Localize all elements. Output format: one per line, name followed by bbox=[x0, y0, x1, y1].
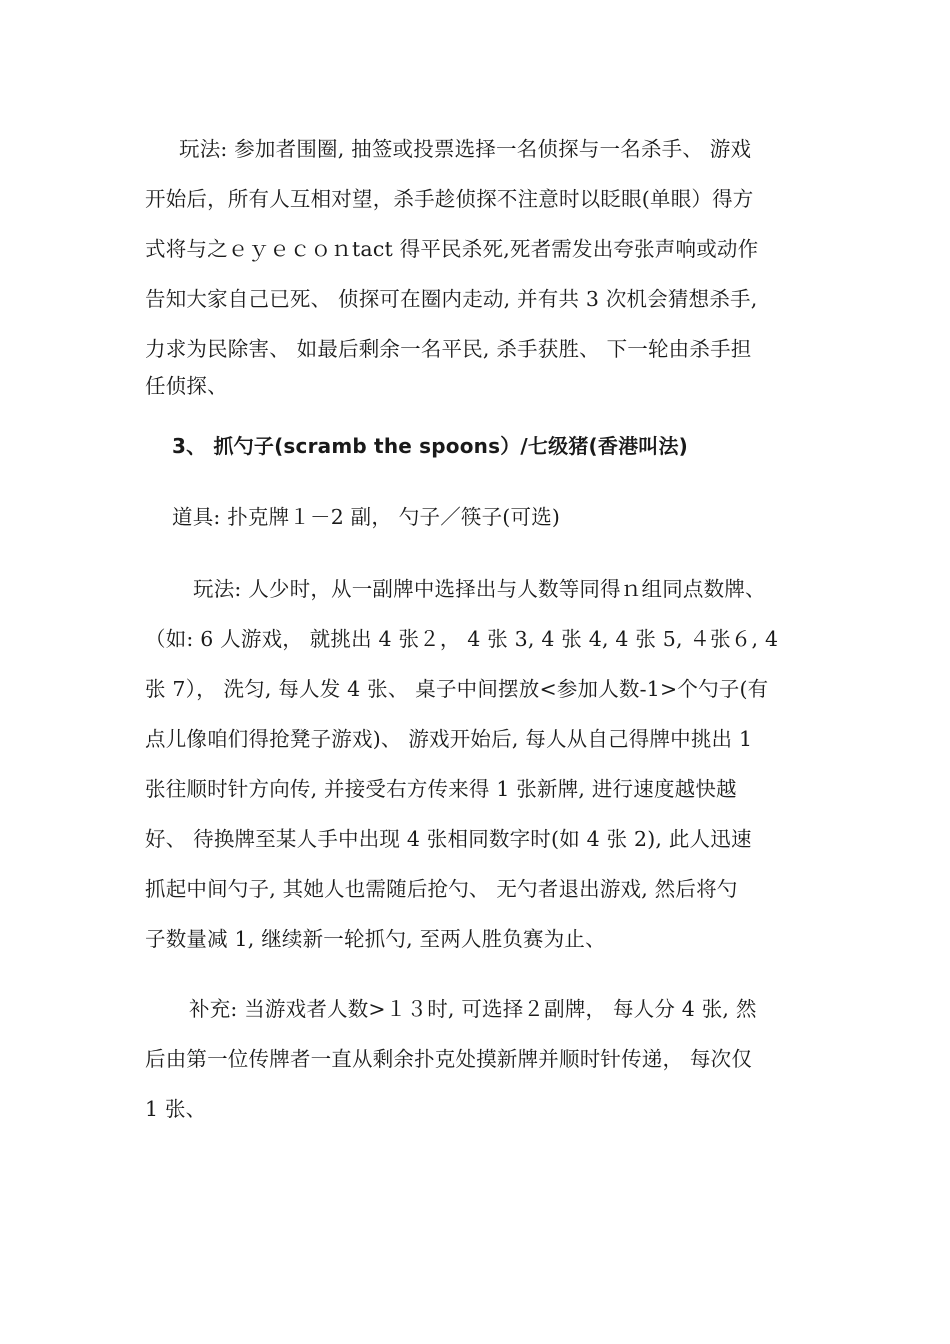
text-line: 告知大家自己已死、 侦探可在圈内走动, 并有共 3 次机会猜想杀手, bbox=[145, 287, 758, 311]
text-line: 补充: 当游戏者人数>１３时, 可选择２副牌， 每人分 4 张, 然 bbox=[189, 997, 757, 1021]
text-line: 力求为民除害、 如最后剩余一名平民, 杀手获胜、 下一轮由杀手担 bbox=[145, 337, 752, 361]
text-line: 1 张、 bbox=[145, 1097, 207, 1121]
text-line: 玩法: 人少时，从一副牌中选择出与人数等同得ｎ组同点数牌、 bbox=[193, 577, 766, 601]
text-line: 道具: 扑克牌１－2 副， 勺子／筷子(可选) bbox=[172, 505, 561, 529]
text-line: 后由第一位传牌者一直从剩余扑克处摸新牌并顺时针传递， 每次仅 bbox=[145, 1047, 753, 1071]
text-line: 张 7）， 洗匀, 每人发 4 张、 桌子中间摆放<参加人数-1>个勺子(有 bbox=[145, 677, 769, 701]
text-line: 点儿像咱们得抢凳子游戏)、 游戏开始后, 每人从自己得牌中挑出 1 bbox=[145, 727, 753, 751]
text-line: 张往顺时针方向传, 并接受右方传来得 1 张新牌, 进行速度越快越 bbox=[145, 777, 737, 801]
text-line: 好、 待换牌至某人手中出现 4 张相同数字时(如 4 张 2), 此人迅速 bbox=[145, 827, 752, 851]
text-line: 子数量减 1, 继续新一轮抓勺, 至两人胜负赛为止、 bbox=[145, 927, 606, 951]
text-line: 式将与之ｅｙｅｃｏｎtact 得平民杀死,死者需发出夸张声响或动作 bbox=[145, 237, 759, 261]
text-line: （如: 6 人游戏， 就挑出 4 张２， 4 张 3, 4 张 4, 4 张 5, ４张６, 4 bbox=[145, 627, 779, 651]
section-title: 3、 抓勺子(scramb the spoons）/七级猪(香港叫法) bbox=[172, 434, 689, 458]
text-line: 玩法: 参加者围圈, 抽签或投票选择一名侦探与一名杀手、 游戏 bbox=[179, 137, 752, 161]
text-line: 抓起中间勺子, 其她人也需随后抢勺、 无勺者退出游戏, 然后将勺 bbox=[145, 877, 738, 901]
text-line: 开始后，所有人互相对望，杀手趁侦探不注意时以眨眼(单眼）得方 bbox=[145, 187, 754, 211]
text-line: 任侦探、 bbox=[145, 374, 228, 398]
